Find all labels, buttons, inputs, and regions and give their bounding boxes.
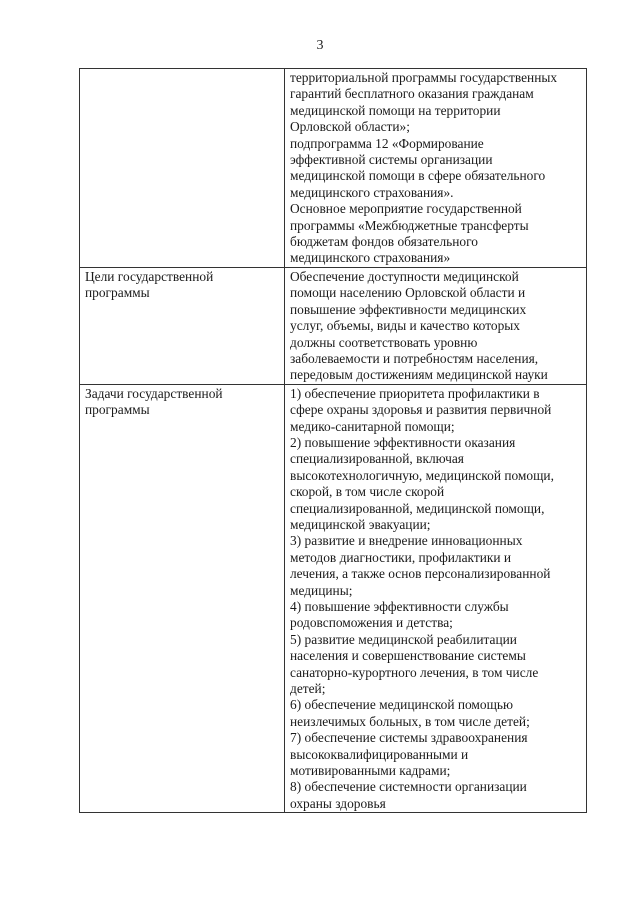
text-line: территориальной программы государственных: [290, 70, 558, 85]
text-line: специализированной, включая: [290, 451, 464, 467]
text-line: медицинского страхования»: [290, 250, 451, 266]
text-line: населения и совершенствование системы: [290, 648, 526, 664]
text-line: Цели государственной: [85, 268, 214, 284]
row-label-cell: [80, 69, 285, 268]
goals-label-cell: [80, 267, 285, 384]
text-line: 5) развитие медицинской реабилитации: [290, 631, 517, 647]
text-line: медико-санитарной помощи;: [290, 418, 455, 434]
text-line: повышение эффективности медицинских: [290, 301, 527, 317]
text-line: охраны здоровья: [290, 795, 386, 811]
text-line: должны соответствовать уровню: [290, 334, 478, 350]
subprograms-cell: [285, 69, 587, 268]
text-line: Задачи государственной: [85, 385, 223, 401]
text-line: сфере охраны здоровья и развития первичной: [290, 402, 552, 418]
text-line: программы: [85, 285, 150, 301]
text-line: гарантий бесплатного оказания гражданам: [290, 86, 534, 102]
text-line: 1) обеспечение приоритета профилактики в: [290, 385, 540, 401]
text-line: эффективной системы организации: [290, 152, 493, 168]
text-line: 6) обеспечение медицинской помощью: [290, 697, 514, 713]
text-line: детей;: [290, 681, 326, 697]
text-line: заболеваемости и потребностям населения,: [290, 350, 539, 366]
text-line: медицины;: [290, 582, 353, 598]
text-line: Основное мероприятие государственной: [290, 201, 522, 217]
text-line: 3) развитие и внедрение инновационных: [290, 533, 523, 549]
text-line: мотивированными кадрами;: [290, 763, 451, 779]
text-line: медицинской помощи в сфере обязательного: [290, 168, 546, 184]
text-line: помощи населению Орловской области и: [290, 285, 526, 301]
tasks-content-cell: [285, 384, 587, 813]
text-line: высокотехнологичную, медицинской помощи,: [290, 467, 554, 483]
text-line: Обеспечение доступности медицинской: [290, 268, 519, 284]
text-line: скорой, в том числе скорой: [290, 484, 445, 500]
text-line: бюджетам фондов обязательного: [290, 234, 478, 250]
text-line: родовспоможения и детства;: [290, 615, 453, 631]
text-line: программы «Межбюджетные трансферты: [290, 217, 529, 233]
table-row: [80, 69, 587, 268]
text-line: подпрограмма 12 «Формирование: [290, 135, 484, 151]
text-line: 4) повышение эффективности службы: [290, 599, 509, 614]
text-line: медицинской эвакуации;: [290, 516, 431, 532]
text-line: высококвалифицированными и: [290, 746, 469, 762]
text-line: программы: [85, 402, 150, 418]
text-line: специализированной, медицинской помощи,: [290, 500, 545, 516]
text-line: медицинского страхования».: [290, 184, 454, 200]
goals-content-cell: [285, 267, 587, 384]
text-line: услуг, объемы, виды и качество которых: [290, 318, 520, 334]
tasks-label-cell: [80, 384, 285, 813]
text-line: неизлечимых больных, в том числе детей;: [290, 713, 530, 729]
text-line: медицинской помощи на территории: [290, 102, 501, 118]
text-line: методов диагностики, профилактики и: [290, 549, 512, 565]
table-row: [80, 267, 587, 384]
text-line: Орловской области»;: [290, 119, 410, 135]
text-line: 8) обеспечение системности организации: [290, 779, 527, 795]
text-line: лечения, а также основ персонализированной: [290, 566, 551, 582]
text-line: передовым достижениям медицинской науки: [290, 367, 548, 383]
table-row: [80, 384, 587, 813]
program-passport-table: [79, 68, 587, 813]
text-line: 7) обеспечение системы здравоохранения: [290, 730, 528, 746]
text-line: санаторно-курортного лечения, в том числе: [290, 664, 539, 680]
text-line: 2) повышение эффективности оказания: [290, 434, 516, 450]
page-number: 3: [316, 38, 324, 53]
